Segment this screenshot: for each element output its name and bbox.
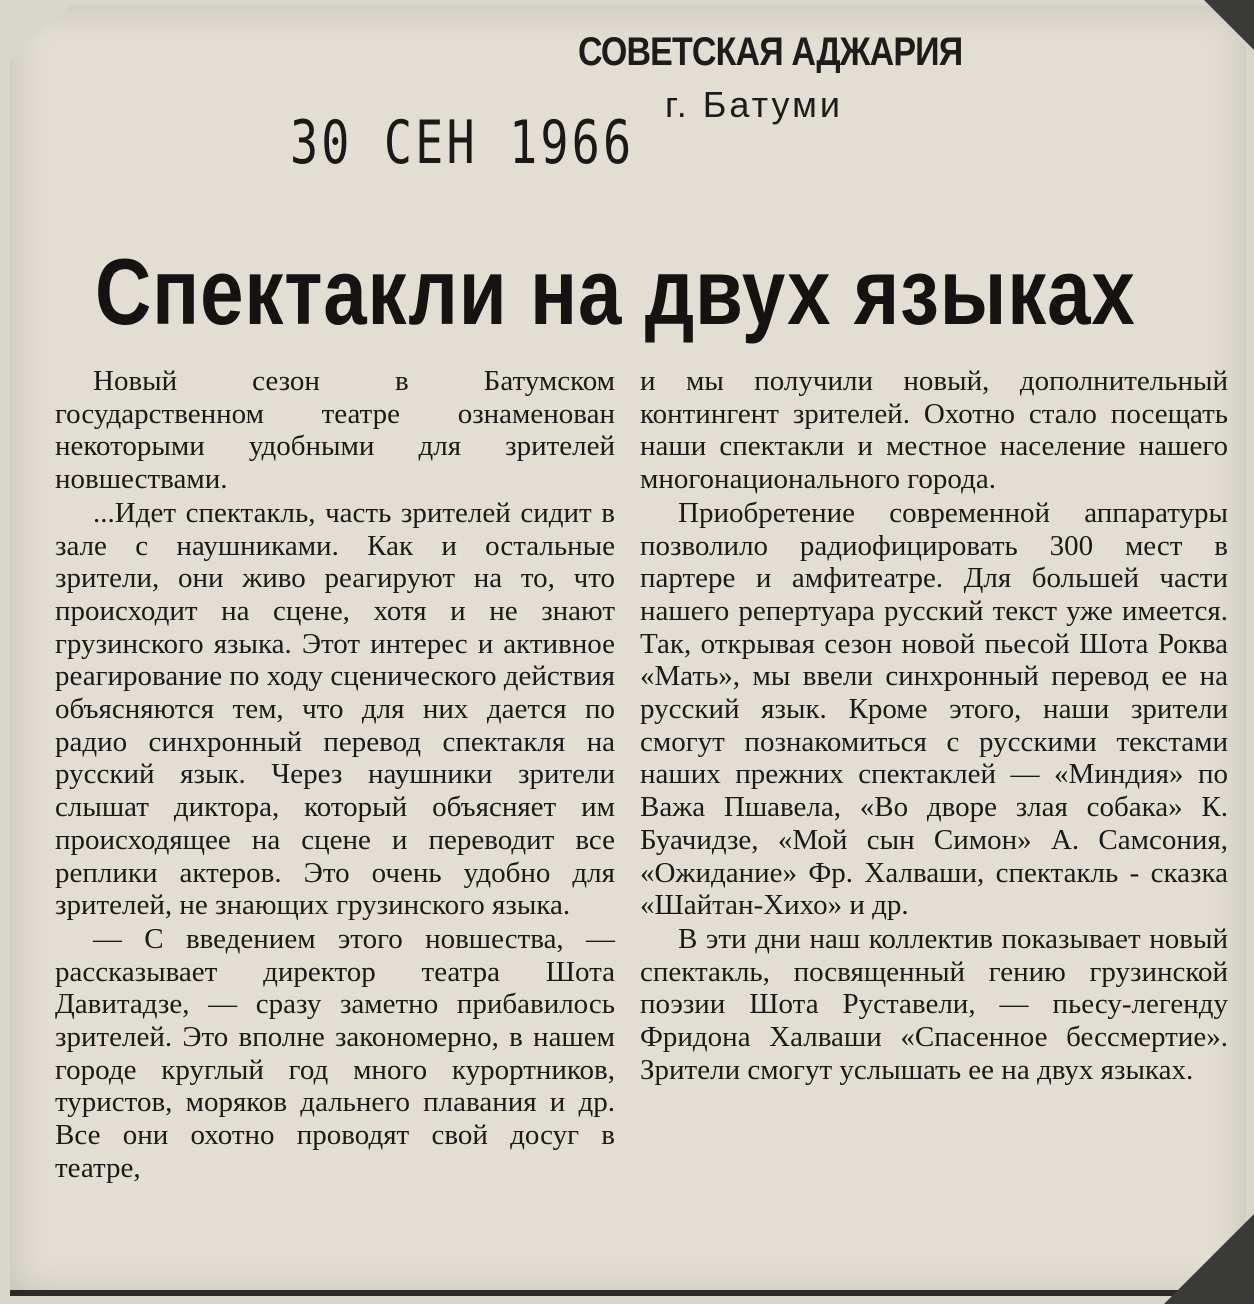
article-headline: Спектакли на двух языках <box>95 239 1136 344</box>
paragraph: Приобретение современной аппаратуры позволило радиофицировать 300 мест в партере и амфитеатре. Для большей части нашего репертуара русский текст уже имеется. Так, открывая сезон новой пьесой Шота Роква «Мать», мы ввели синхронный перевод ее на русский язык. Кроме этого, наши зрители смогут познакомиться с русскими текстами наших прежних спектаклей — «Миндия» по Важа Пшавела, «Во дворе злая собака» К. Буачидзе, «Мой сын Симон» А. Самсония, «Ожидание» Фр. Халваши, спектакль - сказка «Шайтан-Хихо» и др. <box>640 496 1228 922</box>
newspaper-name-stamp: СОВЕТСКАЯ АДЖАРИЯ <box>578 30 963 74</box>
date-stamp: 30 СЕН 1966 <box>290 108 635 178</box>
paragraph: Новый сезон в Батумском государственном театре ознаменован некоторыми удобными для зрителей новшествами. <box>55 365 615 496</box>
paragraph: — С введением этого новшества, — рассказывает директор театра Шота Давитадзе, — сразу заметно прибавилось зрителей. Это вполне закономерно, в нашем городе круглый год много курортников, туристов, моряков дальнего плавания и др. Все они охотно проводят свой досуг в театре, <box>55 922 615 1184</box>
paragraph: В эти дни наш коллектив показывает новый спектакль, посвященный гению грузинской поэзии Шота Руставели, — пьесу-легенду Фридона Халваши «Спасенное бессмертие». Зрители смогут услышать ее на двух языках. <box>640 922 1228 1086</box>
city-stamp: г. Батуми <box>665 84 843 125</box>
article-column-left <box>55 365 615 1185</box>
paragraph: и мы получили новый, дополнительный контингент зрителей. Охотно стало посещать наши спектакли и местное население нашего многонационального города. <box>640 365 1228 496</box>
paragraph: ...Идет спектакль, часть зрителей сидит в зале с наушниками. Как и остальные зрители, они живо реагируют на то, что происходит на сцене, хотя и не знают грузинского языка. Этот интерес и активное реагирование по ходу сценического действия объясняются тем, что для них дается по радио синхронный перевод спектакля на русский язык. Через наушники зрители слышат диктора, который объясняет им происходящее на сцене и переводит все реплики актеров. Это очень удобно для зрителей, не знающих грузинского языка. <box>55 496 615 922</box>
article-column-right <box>640 365 1228 1086</box>
bottom-edge-shadow <box>10 1290 1190 1296</box>
